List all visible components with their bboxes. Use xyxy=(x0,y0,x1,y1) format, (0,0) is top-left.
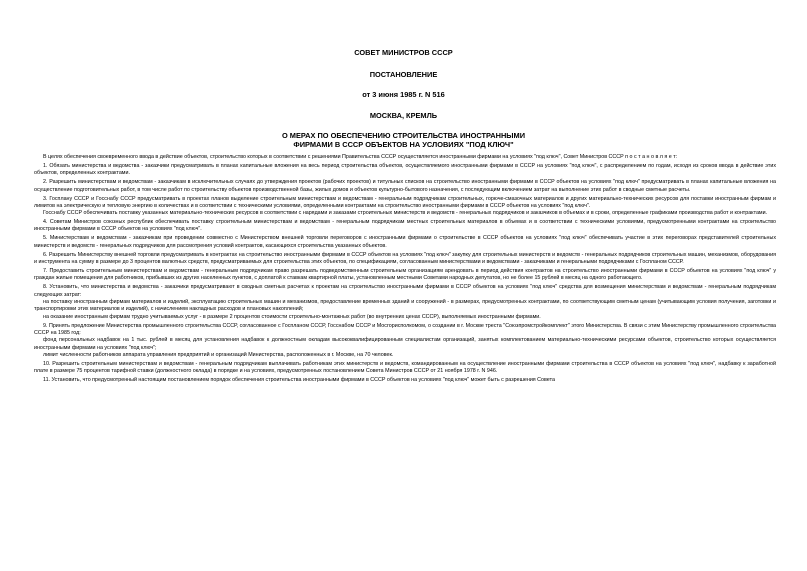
document-body xyxy=(34,154,776,386)
paragraph-9-staff-limit: лимит численности работников аппарата управления предприятий и организаций Министерства, расположенных в г. Москве, на 70 человек. xyxy=(43,351,394,358)
paragraph-4: 4. Советам Министров союзных республик обеспечивать поставку строительным министерствам и ведомствам - генеральным подрядчикам местных строительных материалов в объемах и в соответствии с техническими условиями, предусмотренными контрактами на строительство иностранными фирмами в СССР объектов на условиях "под ключ". xyxy=(34,219,776,233)
issuer-heading: СОВЕТ МИНИСТРОВ СССР xyxy=(354,48,453,57)
paragraph-7: 7. Предоставить строительным министерствам и ведомствам - генеральным подрядчикам право разрешать подведомственным строительным организациям арендовать в период действия контрактов на строительство иностранными фирмами в СССР объектов на условиях "под ключ" у граждан жилые помещения для работников, прибывших из других населенных пунктов, с доплатой к ставкам квартирной платы, установленным местными Советами народных депутатов, но не более 15 рублей в месяц на одного работающего. xyxy=(34,267,776,282)
date-number-heading: от 3 июня 1985 г. N 516 xyxy=(362,90,445,99)
paragraph-3: 3. Госплану СССР и Госснабу СССР предусматривать в проектах планов выделение строительным министерствам и ведомствам - генеральным подрядчикам строительных, горюче-смазочных материалов и других материально-технических ресурсов для поставки иностранным фирмам и лимитов на электрическую и тепловую энергию в количествах и в соответствии с техническими условиями, определенными контрактами на строительство иностранными фирмами в СССР объектов на условиях "под ключ". xyxy=(34,195,776,209)
paragraph-preamble: В целях обеспечения своевременного ввода в действие объектов, строительство которых в соответствии с решениями Правительства СССР осуществляется иностранными фирмами на условиях "под ключ", Совет Министров СССР п о с т а н о в л я е т: xyxy=(43,154,678,160)
paragraph-1: 1. Обязать министерства и ведомства - заказчики предусматривать в планах капитальные вложения на весь период строительства объектов, осуществляемого иностранными фирмами в СССР на условиях "под ключ", с распределением по годам, исходя из сроков ввода в действие этих объектов, определенных контрактами. xyxy=(34,162,776,177)
paragraph-2: 2. Разрешить министерствам и ведомствам - заказчикам в исключительных случаях до утверждения проектов (рабочих проектов) и титульных списков на строительство иностранными фирмами в СССР объектов на условиях "под ключ" предусматривать в планах капитальные вложения на осуществление подготовительных работ, в том числе работ по строительству объектов производственной базы, жилых домов и объектов культурно-бытового назначения, с последующим включением затрат на выполнение этих работ в сводные сметные расчеты. xyxy=(34,179,776,193)
document-title xyxy=(0,131,807,149)
paragraph-9-bonus-fund: фонд персональных надбавок на 1 тыс. рублей в месяц для установления надбавок к должностным окладам высококвалифицированным специалистам организаций, занятых комплектованием материально-техническими ресурсами объектов, строительство которых осуществляется иностранными фирмами на условиях "под ключ"; xyxy=(34,337,776,351)
paragraph-8-services: на оказание иностранным фирмам трудно учитываемых услуг - в размере 2 процентов стоимости строительно-монтажных работ (во внутренних ценах СССР), выполняемых иностранными фирмами. xyxy=(43,313,541,320)
title-line-2: ФИРМАМИ В СССР ОБЪЕКТОВ НА УСЛОВИЯХ "ПОД КЛЮЧ" xyxy=(293,140,514,149)
place-heading: МОСКВА, КРЕМЛЬ xyxy=(369,111,438,120)
paragraph-8-materials: на поставку иностранным фирмам материалов и изделий, эксплуатацию строительных машин и механизмов, предоставление временных зданий и сооружений - в размерах, предусмотренных контрактами, по соответствующим сметным ценам (учитывающим условия получения, заготовки и транспортировки этих материалов и изделий), с начислением накладных расходов и плановых накоплений; xyxy=(34,298,776,313)
title-line-1: О МЕРАХ ПО ОБЕСПЕЧЕНИЮ СТРОИТЕЛЬСТВА ИНОСТРАННЫМИ xyxy=(281,131,526,140)
paragraph-5: 5. Министерствам и ведомствам - заказчикам при проведении совместно с Министерством внешней торговли переговоров с иностранными фирмами о строительстве в СССР объектов на условиях "под ключ" обеспечивать участие в этих переговорах представителей строительных министерств и ведомств - генеральных подрядчиков для рассмотрения условий контрактов, касающихся строительства указанных объектов. xyxy=(34,235,776,249)
paragraph-3-gossnab: Госснабу СССР обеспечивать поставку указанных материально-технических ресурсов в соответствии с нарядами и заказами строительных министерств и ведомств - генеральных подрядчиков и заказчиков в объемах и в сроки, определенные графиками производства работ и контрактами. xyxy=(43,210,768,217)
paragraph-6: 6. Разрешить Министерству внешней торговли предусматривать в контрактах на строительство иностранными фирмами в СССР объектов на условиях "под ключ" закупку для строительных министерств и ведомств - генеральных подрядчиков строительных машин, механизмов, оборудования и инструмента на сумму в размере до 3 процентов валютных средств, предусматриваемых для строительства этих объектов, по спецификациям, согласованным министерствами и ведомствами - заказчиками и генеральными подрядчиками с Госпланом СССР. xyxy=(34,251,776,266)
paragraph-8: 8. Установить, что министерства и ведомства - заказчики предусматривают в сводных сметных расчетах к проектам на строительство иностранными фирмами в СССР объектов на условиях "под ключ" средства для возмещения министерствам и ведомствам - генеральным подрядчикам следующих затрат: xyxy=(34,284,776,298)
document-type-heading: ПОСТАНОВЛЕНИЕ xyxy=(369,70,438,79)
paragraph-11: 11. Установить, что предусмотренный настоящим постановлением порядок обеспечения строительства иностранными фирмами в СССР объектов на условиях "под ключ" может быть с разрешения Совета xyxy=(43,377,555,384)
paragraph-10: 10. Разрешить строительным министерствам и ведомствам - генеральным подрядчикам выплачивать работникам этих министерств и ведомств, командированным на осуществление иностранными фирмами строительства в СССР объектов на условиях "под ключ", надбавку к заработной плате в размере 75 процентов тарифной ставки (должностного оклада) в порядке и на условиях, предусмотренных постановлением Совета Министров СССР от 21 ноября 1978 г. N 946. xyxy=(34,360,776,375)
paragraph-9: 9. Принять предложение Министерства промышленного строительства СССР, согласованное с Госпланом СССР, Госснабом СССР и Мосгорисполкомом, о создании в г. Москве треста "Союзпромстройкомплект" этого Министерства. В связи с этим Министерству промышленного строительства СССР на 1985 год: xyxy=(34,322,776,336)
